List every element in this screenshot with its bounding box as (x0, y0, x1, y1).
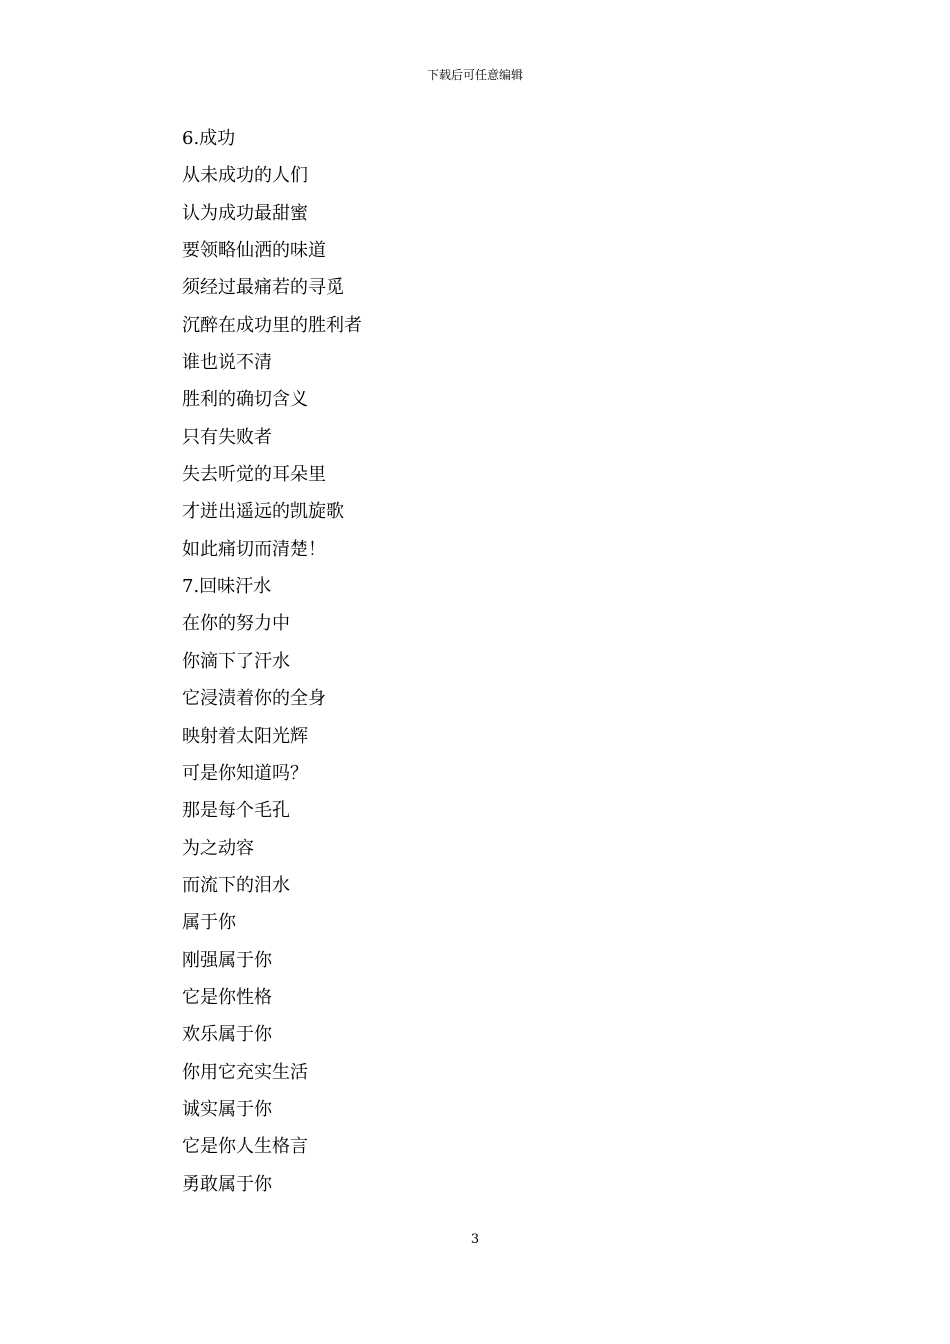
poem-line: 认为成功最甜蜜 (182, 202, 308, 224)
poem-line: 沉醉在成功里的胜利者 (182, 314, 362, 336)
poem-line: 你滴下了汗水 (182, 650, 290, 672)
poem-line: 欢乐属于你 (182, 1024, 272, 1046)
poem-line: 如此痛切而清楚！ (182, 538, 326, 560)
poem-line: 只有失败者 (182, 426, 272, 448)
poem-line: 诚实属于你 (182, 1098, 272, 1120)
poem-line: 可是你知道吗？ (182, 762, 308, 784)
poem-line: 而流下的泪水 (182, 874, 290, 896)
poem-line: 映射着太阳光辉 (182, 725, 308, 747)
poem-title: 7.回味汗水 (182, 576, 272, 598)
poem-line: 谁也说不清 (182, 352, 272, 374)
poem-title: 6.成功 (182, 128, 236, 149)
poem-line: 失去听觉的耳朵里 (182, 464, 326, 486)
poem-line: 才迸出遥远的凯旋歌 (182, 501, 344, 523)
poem-body (182, 120, 782, 1203)
poem-line: 在你的努力中 (182, 613, 290, 635)
poem-line: 你用它充实生活 (182, 1061, 308, 1083)
poem-line: 胜利的确切含义 (182, 389, 308, 411)
poem-line: 须经过最痛若的寻觅 (182, 277, 344, 299)
poem-line: 它是你性格 (182, 986, 272, 1008)
poem-line: 为之动容 (182, 837, 254, 859)
poem-line: 刚强属于你 (182, 949, 272, 971)
poem-line: 属于你 (182, 912, 236, 934)
poem-line: 勇敢属于你 (182, 1173, 272, 1195)
poem-line: 它浸渍着你的全身 (182, 688, 326, 710)
page-number: 3 (470, 1232, 480, 1247)
page-header: 下载后可任意编辑 (426, 68, 523, 82)
poem-line: 要领略仙洒的味道 (182, 240, 326, 262)
poem-line: 那是每个毛孔 (182, 800, 290, 822)
poem-line: 它是你人生格言 (182, 1136, 308, 1158)
poem-line: 从未成功的人们 (182, 165, 308, 187)
